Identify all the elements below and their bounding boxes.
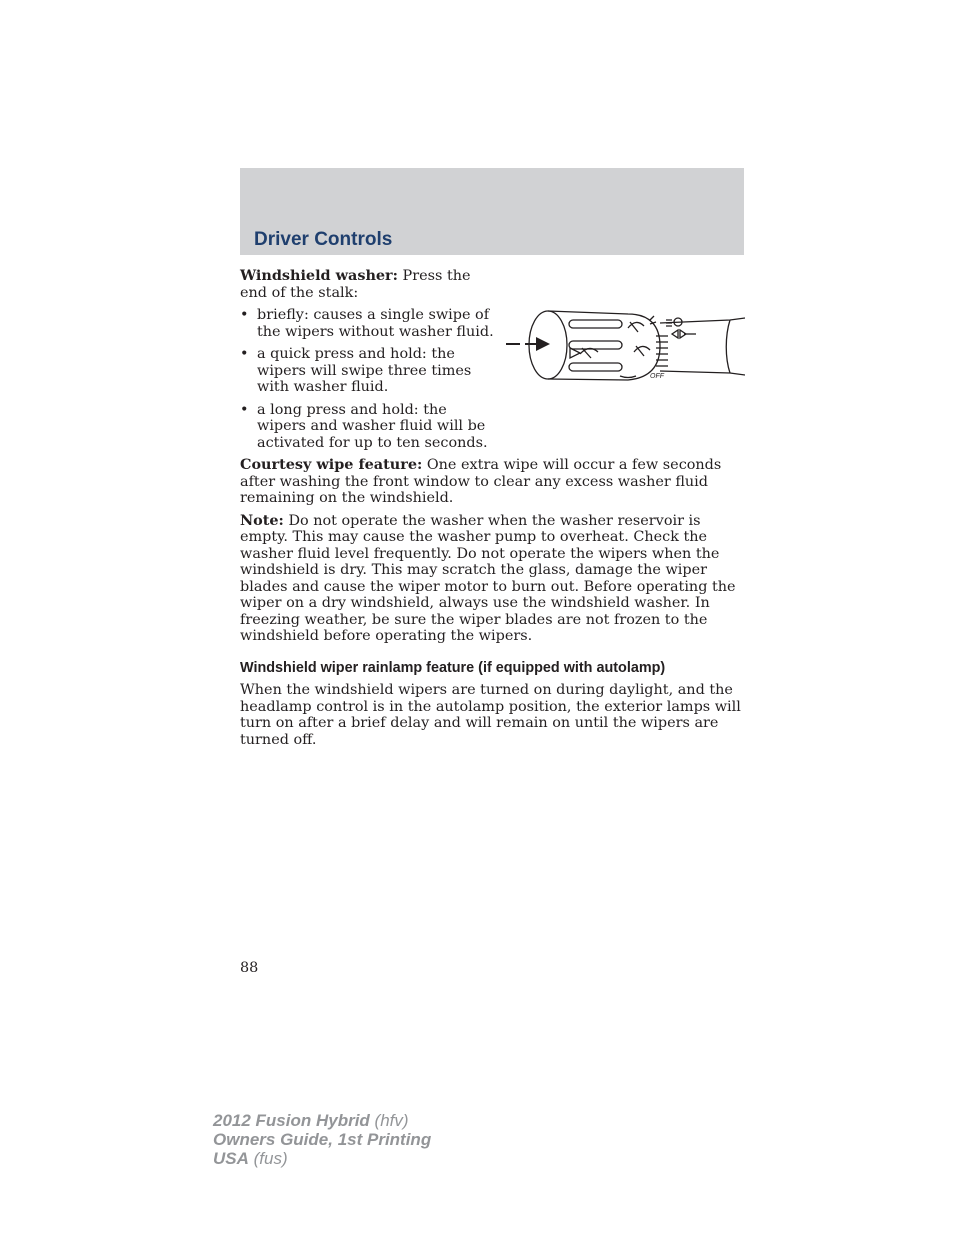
stalk-shaft bbox=[660, 318, 745, 375]
stalk-body bbox=[548, 311, 660, 380]
footer-market-code: (fus) bbox=[248, 1149, 288, 1168]
footer-line-1 bbox=[213, 1111, 431, 1130]
footer-printing: Owners Guide, 1st Printing bbox=[213, 1130, 432, 1149]
push-arrow-icon bbox=[536, 337, 550, 351]
note-paragraph bbox=[240, 513, 745, 645]
bullet-icon: • bbox=[240, 401, 249, 418]
footer-line-2 bbox=[213, 1130, 431, 1149]
washer-text-column bbox=[240, 268, 498, 457]
list-item bbox=[240, 402, 498, 452]
section-header-band bbox=[240, 168, 744, 255]
bullet-icon: • bbox=[240, 346, 249, 362]
note-text: Do not operate the washer when the washer reservoir is empty. This may cause the washer pump to overheat. Check the washer fluid level frequently. Do not operate the wipers when the windshield is dry. This may scratch the glass, damage the wiper blades and cause the wiper motor to burn out. Before operating the wiper on a dry windshield, always use the windshield washer. In freezing weather, be sure the wiper blades are not frozen to the windshield before operating the wipers. bbox=[240, 512, 736, 644]
bullet-text: a long press and hold: the wipers and washer fluid will be activated for up to ten seconds. bbox=[257, 401, 488, 451]
washer-label: Windshield washer: bbox=[240, 267, 398, 284]
washer-paragraph bbox=[240, 268, 498, 301]
wiper-stalk-illustration bbox=[498, 268, 745, 452]
grip-ridge bbox=[569, 320, 622, 328]
rainlamp-paragraph: When the windshield wipers are turned on during daylight, and the headlamp control is in the autolamp position, the exterior lamps will turn on after a brief delay and will remain on until the wipers are turned off. bbox=[240, 682, 741, 748]
bullet-icon: • bbox=[240, 307, 249, 323]
grip-ridge bbox=[569, 341, 622, 349]
column-collar bbox=[726, 320, 730, 373]
wiper-stalk-drawing bbox=[500, 296, 745, 396]
wiper-icon bbox=[628, 322, 644, 332]
beam-icon bbox=[650, 316, 656, 324]
page-number: 88 bbox=[240, 960, 259, 976]
washer-bullet-list bbox=[240, 307, 498, 451]
rainlamp-heading: Windshield wiper rainlamp feature (if equipped with autolamp) bbox=[240, 659, 666, 676]
bullet-text: a quick press and hold: the wipers will swipe three times with washer fluid. bbox=[257, 346, 472, 395]
washer-intro: Press the end of the stalk: bbox=[240, 268, 471, 301]
list-item bbox=[240, 346, 498, 396]
stalk-detail bbox=[620, 376, 636, 378]
washer-section bbox=[240, 268, 745, 457]
turn-signal-icon bbox=[672, 330, 686, 338]
page-content bbox=[240, 268, 745, 754]
courtesy-paragraph bbox=[240, 457, 745, 507]
courtesy-text: One extra wipe will occur a few seconds after washing the front window to clear any excess washer fluid remaining on the windshield. bbox=[240, 457, 722, 506]
courtesy-label: Courtesy wipe feature: bbox=[240, 456, 423, 473]
footer-market: USA bbox=[213, 1149, 249, 1168]
note-label: Note: bbox=[240, 511, 284, 529]
footer-model: 2012 Fusion Hybrid bbox=[213, 1111, 370, 1130]
footer-line-3 bbox=[213, 1149, 431, 1168]
wiper-icon bbox=[634, 346, 650, 356]
bullet-text: briefly: causes a single swipe of the wipers without washer fluid. bbox=[257, 307, 494, 340]
footer-model-code: (hfv) bbox=[369, 1111, 409, 1130]
grip-ridge bbox=[569, 363, 622, 371]
list-item bbox=[240, 307, 498, 340]
off-label: OFF bbox=[650, 373, 664, 380]
document-footer bbox=[213, 1111, 431, 1168]
section-title: Driver Controls bbox=[254, 229, 393, 250]
